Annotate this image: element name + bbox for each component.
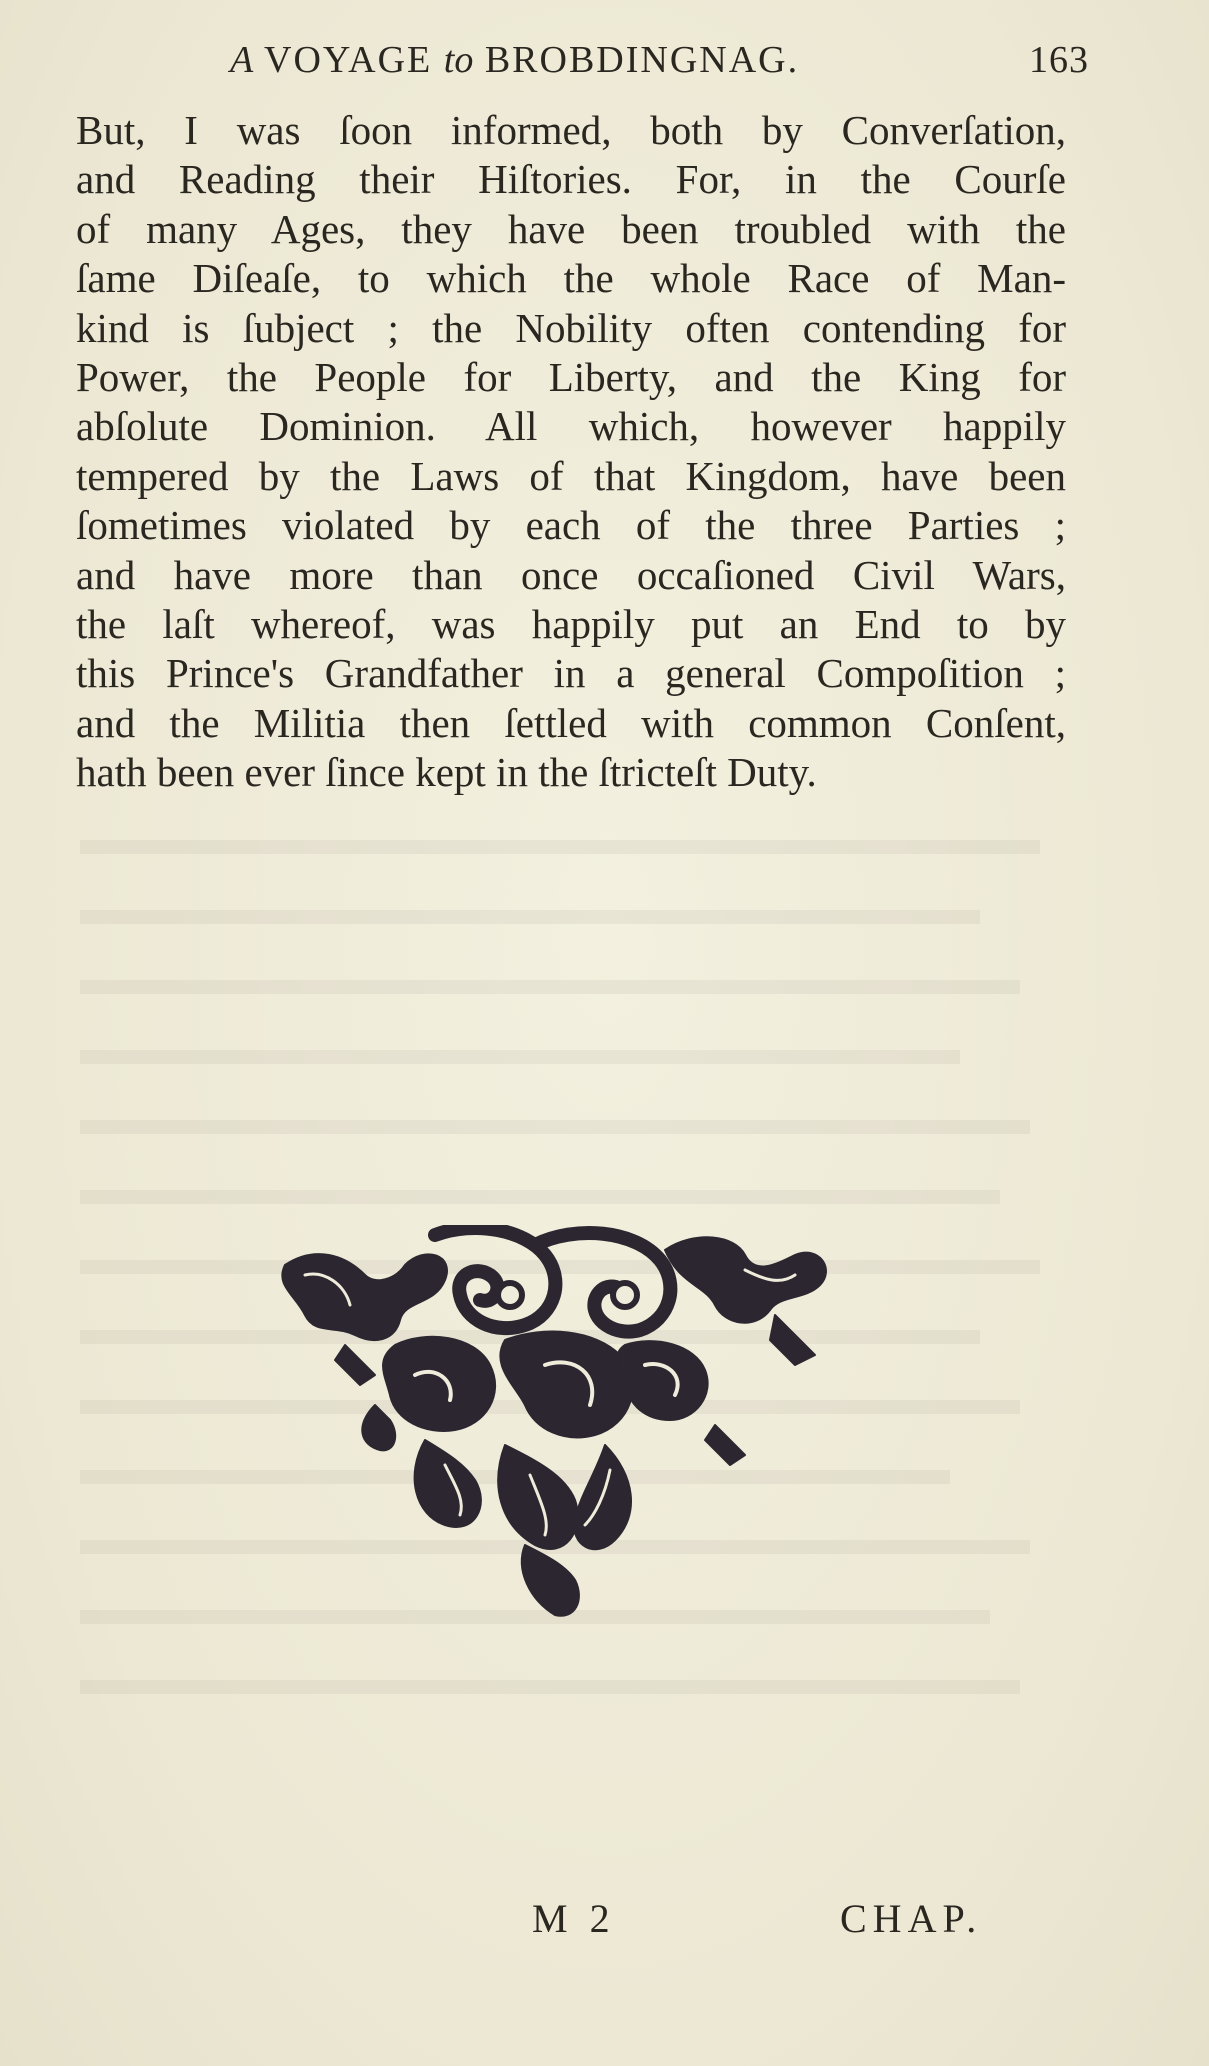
running-title: [230, 38, 799, 82]
signature-mark: M 2: [532, 1896, 616, 1941]
body-text: [76, 106, 1066, 797]
printers-ornament: [275, 1225, 835, 1625]
text-line-8: tempered by the Laws of that Kingdom, have been: [76, 452, 1066, 499]
text-line-4: ſame Diſeaſe, to which the whole Race of Man-: [76, 255, 1066, 302]
text-line-1: But, I was ſoon informed, both by Converſation,: [76, 107, 1066, 153]
text-line-6: Power, the People for Liberty, and the King for: [76, 353, 1066, 400]
title-preposition: to: [443, 39, 474, 81]
text-line-11: the laſt whereof, was happily put an End to by: [76, 600, 1066, 647]
text-line-9: ſometimes violated by each of the three Parties ;: [76, 502, 1066, 549]
running-header: [230, 38, 1089, 98]
text-line-5: kind is ſubject ; the Nobility often contending for: [76, 304, 1066, 351]
title-voyage: VOYAGE: [264, 39, 433, 81]
catchword: CHAP.: [840, 1896, 983, 1941]
text-line-14: hath been ever ſince kept in the ſtricteſt Duty.: [76, 749, 817, 796]
title-place: BROBDINGNAG.: [484, 39, 800, 81]
title-article: A: [230, 39, 254, 81]
text-line-13: and the Militia then ſettled with common Conſent,: [76, 699, 1066, 746]
page-footer: [0, 1895, 1209, 1955]
text-line-12: this Prince's Grandfather in a general Compoſition ;: [76, 650, 1066, 697]
page-number: 163: [1029, 39, 1089, 81]
text-line-7: abſolute Dominion. All which, however happily: [76, 403, 1066, 450]
text-line-3: of many Ages, they have been troubled with the: [76, 205, 1066, 252]
text-line-2: and Reading their Hiſtories. For, in the Courſe: [76, 156, 1066, 203]
text-line-10: and have more than once occaſioned Civil Wars,: [76, 551, 1066, 598]
